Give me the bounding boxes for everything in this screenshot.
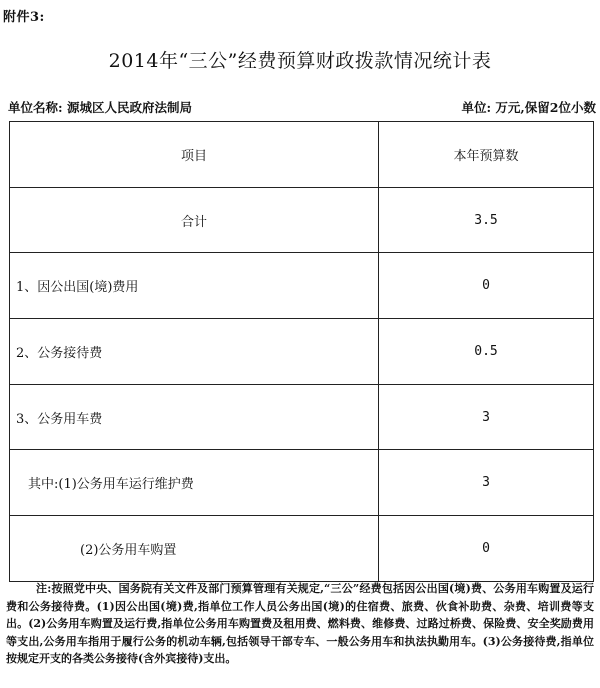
row-item-label: 3、公务用车费 <box>10 384 379 450</box>
row-value: 3 <box>379 450 594 516</box>
row-item-label: 合计 <box>10 187 379 253</box>
row-item-label: 其中:(1)公务用车运行维护费 <box>10 450 379 516</box>
unit-name: 单位名称: 源城区人民政府法制局 <box>8 100 192 115</box>
row-value: 3.5 <box>379 187 594 253</box>
table-row-vehicle-purchase <box>10 516 594 582</box>
row-value: 3 <box>379 384 594 450</box>
table-row-vehicle-operation <box>10 450 594 516</box>
row-item-label: (2)公务用车购置 <box>10 516 379 582</box>
row-value: 0 <box>379 516 594 582</box>
document-title: 2014年“三公”经费预算财政拨款情况统计表 <box>108 50 492 72</box>
column-header-budget: 本年预算数 <box>379 122 594 188</box>
row-item-label: 2、公务接待费 <box>10 319 379 385</box>
row-value: 0 <box>379 253 594 319</box>
unit-note: 单位: 万元,保留2位小数 <box>461 100 596 115</box>
table-header-row <box>10 122 594 188</box>
table-row-vehicle <box>10 384 594 450</box>
table-row-overseas <box>10 253 594 319</box>
row-value: 0.5 <box>379 319 594 385</box>
attachment-label: 附件3: <box>3 10 45 25</box>
table-row-reception <box>10 319 594 385</box>
budget-table <box>9 121 594 582</box>
row-item-label: 1、因公出国(境)费用 <box>10 253 379 319</box>
table-row-total <box>10 187 594 253</box>
footnote: 注:按照党中央、国务院有关文件及部门预算管理有关规定,“三公”经费包括因公出国(境)费、公务用车购置及运行费和公务接待费。(1)因公出国(境)费,指单位工作人员公务出国(境)的住宿费、旅费、伙食补助费、杂费、培训费等支出。(2)公务用车购置及运行费,指单位公务用车购置费及租用费、燃料费、维修费、过路过桥费、保险费、安全奖励费用等支出,公务用车指用于履行公务的机动车辆,包括领导干部专车、一般公务用车和执法执勤用车。(3)公务接待费,指单位按规定开支的各类公务接待(含外宾接待)支出。 <box>6 582 594 665</box>
unit-info-row <box>0 98 600 118</box>
column-header-item: 项目 <box>10 122 379 188</box>
